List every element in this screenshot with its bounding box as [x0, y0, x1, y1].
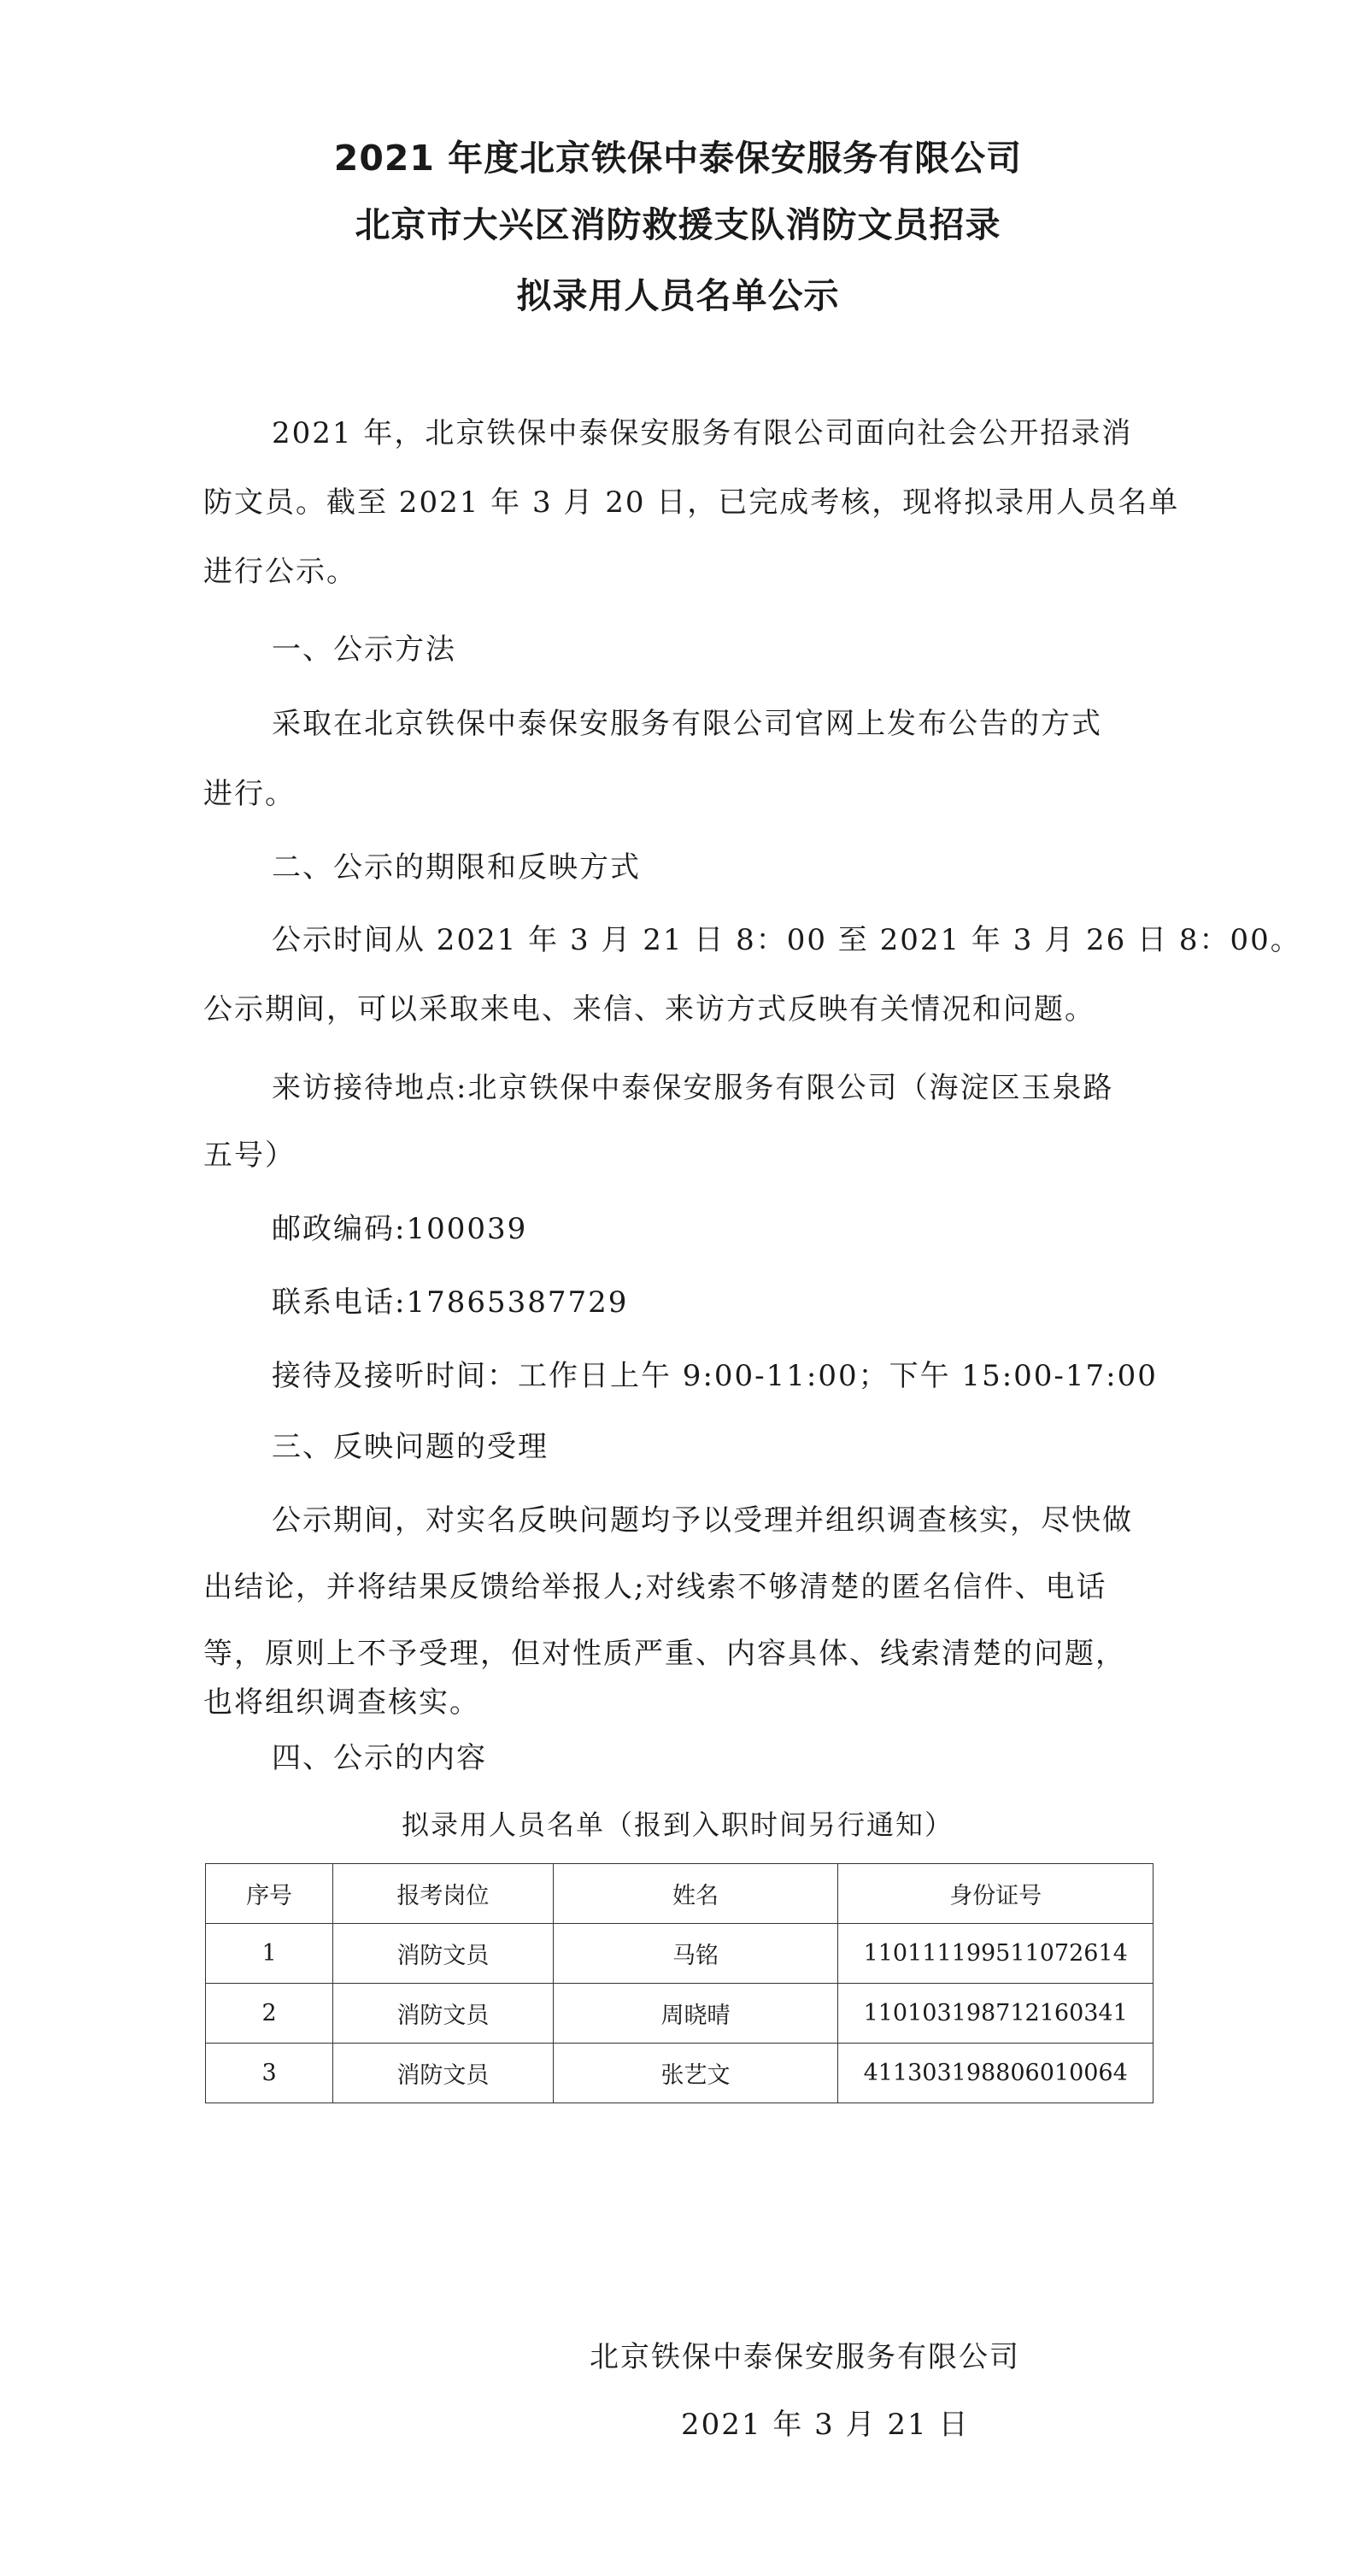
intro-line-3: 进行公示。 — [203, 555, 357, 589]
cell-id-number: 411303198806010064 — [838, 2044, 1153, 2103]
header-id-number: 身份证号 — [838, 1864, 1153, 1924]
section-2-address-line-1: 来访接待地点:北京铁保中泰保安服务有限公司（海淀区玉泉路 — [272, 1071, 1114, 1105]
section-1-line-1: 采取在北京铁保中泰保安服务有限公司官网上发布公告的方式 — [272, 707, 1102, 741]
cell-name: 马铭 — [553, 1924, 838, 1984]
cell-id-number: 110111199511072614 — [838, 1924, 1153, 1984]
intro-line-2: 防文员。截至 2021 年 3 月 20 日，已完成考核，现将拟录用人员名单 — [203, 485, 1180, 520]
cell-name: 张艺文 — [553, 2044, 838, 2103]
section-3-line-3: 等，原则上不予受理，但对性质严重、内容具体、线索清楚的问题， — [203, 1637, 1126, 1671]
section-3-line-1: 公示期间，对实名反映问题均予以受理并组织调查核实，尽快做 — [272, 1503, 1133, 1538]
title-line-3: 拟录用人员名单公示 — [516, 275, 840, 316]
table-row — [206, 1984, 1153, 2044]
cell-index: 2 — [206, 1984, 333, 2044]
section-3-heading: 三、反映问题的受理 — [272, 1430, 549, 1464]
cell-index: 1 — [206, 1924, 333, 1984]
cell-index: 3 — [206, 2044, 333, 2103]
cell-name: 周晓晴 — [553, 1984, 838, 2044]
cell-position: 消防文员 — [333, 2044, 553, 2103]
section-2-postcode: 邮政编码:100039 — [272, 1212, 528, 1246]
section-2-time-line-2: 公示期间，可以采取来电、来信、来访方式反映有关情况和问题。 — [203, 992, 1095, 1026]
section-2-hours: 接待及接听时间：工作日上午 9:00-11:00；下午 15:00-17:00 — [272, 1359, 1158, 1393]
section-3-line-2: 出结论，并将结果反馈给举报人;对线索不够清楚的匿名信件、电话 — [203, 1570, 1107, 1604]
section-2-phone: 联系电话:17865387729 — [272, 1285, 629, 1320]
signature-date: 2021 年 3 月 21 日 — [681, 2408, 970, 2442]
section-2-heading: 二、公示的期限和反映方式 — [272, 850, 641, 885]
section-3-line-4: 也将组织调查核实。 — [203, 1685, 480, 1720]
table-header-row — [206, 1864, 1153, 1924]
cell-position: 消防文员 — [333, 1924, 553, 1984]
cell-id-number: 110103198712160341 — [838, 1984, 1153, 2044]
table-row — [206, 1924, 1153, 1984]
section-2-time-line-1: 公示时间从 2021 年 3 月 21 日 8：00 至 2021 年 3 月 26 日 8：00。 — [272, 923, 1301, 957]
title-line-2: 北京市大兴区消防救援支队消防文员招录 — [355, 204, 1001, 245]
section-4-heading: 四、公示的内容 — [272, 1741, 487, 1775]
table-row — [206, 2044, 1153, 2103]
section-1-line-2: 进行。 — [203, 777, 296, 811]
cell-position: 消防文员 — [333, 1984, 553, 2044]
header-name: 姓名 — [553, 1864, 838, 1924]
intro-line-1: 2021 年，北京铁保中泰保安服务有限公司面向社会公开招录消 — [272, 416, 1133, 450]
signature-organization: 北京铁保中泰保安服务有限公司 — [590, 2340, 1020, 2374]
table-caption: 拟录用人员名单（报到入职时间另行通知） — [401, 1808, 954, 1841]
section-1-heading: 一、公示方法 — [272, 632, 456, 667]
roster-table — [205, 1863, 1153, 2103]
header-index: 序号 — [206, 1864, 333, 1924]
title-line-1: 2021 年度北京铁保中泰保安服务有限公司 — [333, 138, 1023, 179]
header-position: 报考岗位 — [333, 1864, 553, 1924]
section-2-address-line-2: 五号） — [203, 1138, 296, 1173]
